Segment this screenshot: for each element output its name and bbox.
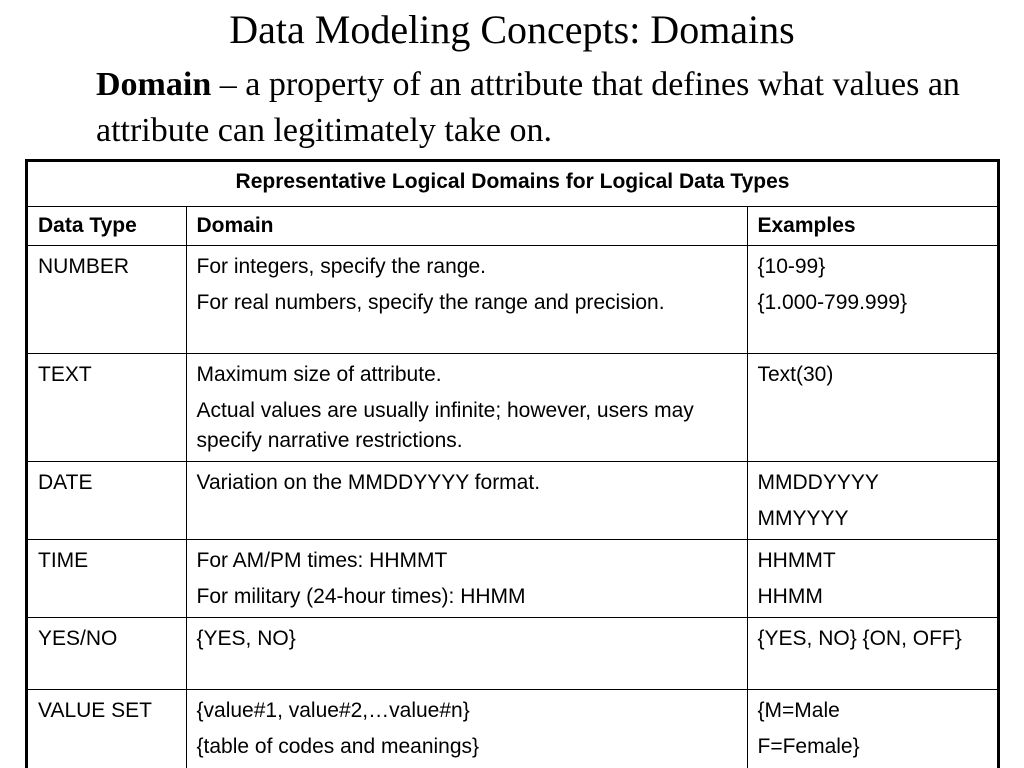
domain-line: Variation on the MMDDYYYY format.: [196, 471, 541, 494]
cell-data-type: DATE: [28, 462, 186, 540]
domain-line: For AM/PM times: HHMMT: [196, 549, 448, 572]
domain-line: Maximum size of attribute.: [196, 363, 442, 386]
domain-definition: [96, 62, 976, 154]
cell-examples: [747, 354, 997, 462]
cell-examples: [747, 618, 997, 690]
cell-data-type: YES/NO: [28, 618, 186, 690]
example-line: {1.000-799.999}: [757, 291, 907, 314]
domain-line: {value#1, value#2,…value#n}: [196, 699, 470, 722]
example-line: MMDDYYYY: [757, 471, 879, 494]
domain-line: Actual values are usually infinite; however, users may specify narrative restrictions.: [196, 399, 694, 452]
cell-domain: [186, 690, 747, 768]
domain-line: {YES, NO}: [196, 627, 296, 650]
example-line: {YES, NO} {ON, OFF}: [757, 627, 962, 650]
cell-domain: [186, 246, 747, 354]
example-line: F=Female}: [757, 735, 860, 758]
column-header-data-type: Data Type: [28, 207, 186, 246]
table-row: [28, 540, 997, 618]
example-line: MMYYYY: [757, 507, 849, 530]
cell-data-type: TIME: [28, 540, 186, 618]
cell-domain: [186, 354, 747, 462]
cell-domain: [186, 618, 747, 690]
cell-examples: [747, 690, 997, 768]
column-header-examples: Examples: [747, 207, 997, 246]
domain-line: For real numbers, specify the range and precision.: [196, 291, 665, 314]
domain-line: For integers, specify the range.: [196, 255, 486, 278]
cell-domain: [186, 462, 747, 540]
slide-title: Data Modeling Concepts: Domains: [229, 7, 795, 52]
column-header-domain: Domain: [186, 207, 747, 246]
definition-text: – a property of an attribute that defines what values an attribute can legitimately take on.: [96, 66, 960, 149]
domains-table: [28, 162, 997, 768]
table-body: [28, 246, 997, 768]
table-row: [28, 462, 997, 540]
table-header-row: [28, 207, 997, 246]
example-line: HHMMT: [757, 549, 836, 572]
definition-term: Domain: [96, 66, 212, 103]
example-line: {M=Male: [757, 699, 840, 722]
table-row: [28, 246, 997, 354]
cell-domain: [186, 540, 747, 618]
domains-table-container: [25, 159, 1000, 768]
example-line: HHMM: [757, 585, 823, 608]
cell-examples: [747, 462, 997, 540]
domain-line: For military (24-hour times): HHMM: [196, 585, 526, 608]
cell-data-type: NUMBER: [28, 246, 186, 354]
cell-data-type: TEXT: [28, 354, 186, 462]
example-line: {10-99}: [757, 255, 826, 278]
table-caption: Representative Logical Domains for Logical Data Types: [28, 162, 997, 207]
example-line: Text(30): [757, 363, 834, 386]
domain-line: {table of codes and meanings}: [196, 735, 480, 758]
table-row: [28, 354, 997, 462]
cell-data-type: VALUE SET: [28, 690, 186, 768]
table-row: [28, 690, 997, 768]
table-row: [28, 618, 997, 690]
cell-examples: [747, 246, 997, 354]
cell-examples: [747, 540, 997, 618]
